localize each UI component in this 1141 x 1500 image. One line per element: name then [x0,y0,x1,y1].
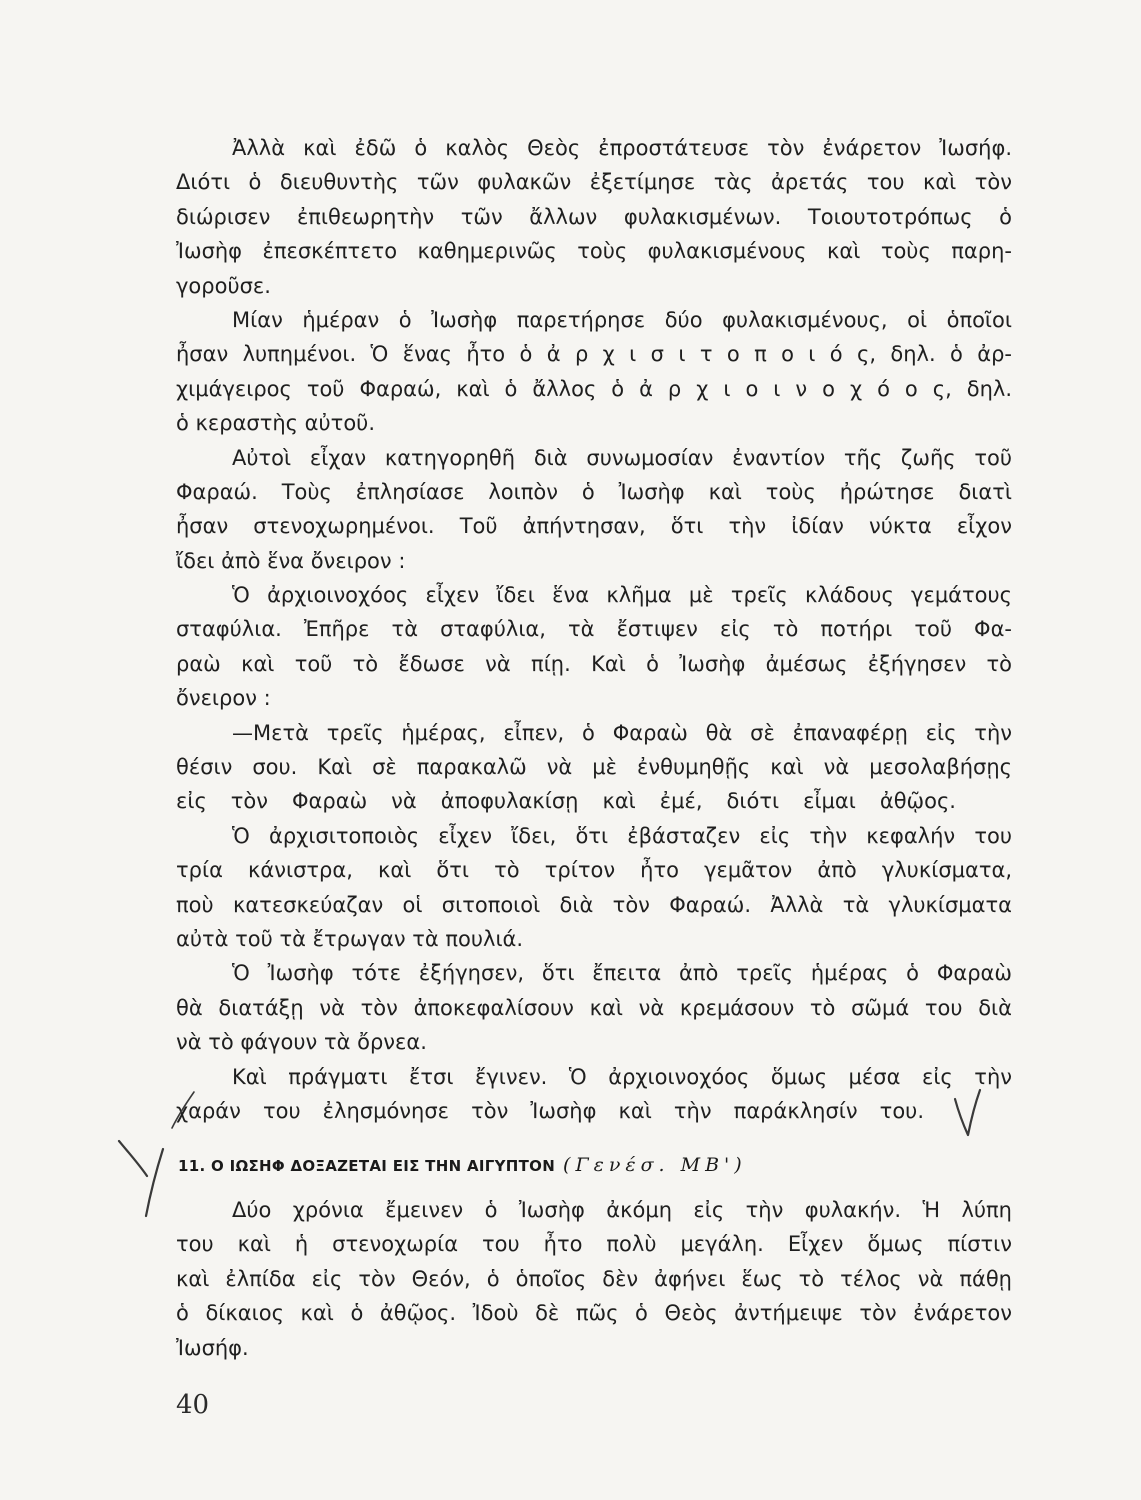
paragraph [176,819,1012,957]
text-line: Καὶ πράγματι ἔτσι ἔγινεν. Ὁ ἀρχιοινοχόος ὅμως μέσα εἰς τὴν [232,1064,1012,1089]
text-line: διώρισεν ἐπιθεωρητὴν τῶν ἄλλων φυλακισμένων. Τοιουτοτρόπως ὁ [176,204,1012,229]
text-line: του καὶ ἡ στενοχωρία του ἦτο πολὺ μεγάλη. Εἶχεν ὅμως πίστιν [176,1232,1012,1257]
page-number: 40 [176,1390,210,1420]
text-line: ποὺ κατεσκεύαζαν οἱ σιτοποιοὶ διὰ τὸν Φαραώ. Ἀλλὰ τὰ γλυκίσματα [176,892,1012,917]
heading-reference: (Γενέσ. ΜΒ') [563,1154,747,1176]
text-line: θέσιν σου. Καὶ σὲ παρακαλῶ νὰ μὲ ἐνθυμηθῇς καὶ νὰ μεσολαβήσῃς [176,755,1012,780]
paragraph [176,578,1012,716]
handwritten-check-mark [119,1141,163,1216]
heading-title: 11. Ο ΙΩΣΗΦ ΔΟΞΑΖΕΤΑΙ ΕΙΣ ΤΗΝ ΑΙΓΥΠΤΟΝ [178,1157,556,1175]
paragraph [176,441,1012,579]
section-heading [178,1148,747,1182]
text-line: ραὼ καὶ τοῦ τὸ ἔδωσε νὰ πίῃ. Καὶ ὁ Ἰωσὴφ ἀμέσως ἐξήγησεν τὸ [176,651,1012,676]
text-line: ὁ δίκαιος καὶ ὁ ἀθῷος. Ἰδοὺ δὲ πῶς ὁ Θεὸς ἀντήμειψε τὸν ἐνάρετον [176,1301,1012,1326]
text-line: χαράν του ἐλησμόνησε τὸν Ἰωσὴφ καὶ τὴν παράκλησίν του. [176,1098,924,1123]
text-line: αὐτὰ τοῦ τὰ ἔτρωγαν τὰ πουλιά. [176,926,524,951]
paragraph [176,716,1012,819]
text-line: Ὁ Ἰωσὴφ τότε ἐξήγησεν, ὅτι ἔπειτα ἀπὸ τρεῖς ἡμέρας ὁ Φαραὼ [232,961,1012,986]
text-line: ἴδει ἀπὸ ἕνα ὄνειρον : [176,548,406,573]
text-line: Διότι ὁ διευθυντὴς τῶν φυλακῶν ἐξετίμησε τὰς ἀρετάς του καὶ τὸν [176,170,1012,195]
main-text-section [176,131,1012,1128]
text-line: ὁ κεραστὴς αὐτοῦ. [176,411,375,436]
paragraph [176,1060,1012,1129]
text-line: Ὁ ἀρχισιτοποιὸς εἶχεν ἴδει, ὅτι ἐβάσταζεν εἰς τὴν κεφαλήν του [232,823,1012,848]
text-line: σταφύλια. Ἐπῆρε τὰ σταφύλια, τὰ ἔστιψεν εἰς τὸ ποτήρι τοῦ Φα- [176,617,1012,642]
text-line: Ἀλλὰ καὶ ἐδῶ ὁ καλὸς Θεὸς ἐπροστάτευσε τὸν ἐνάρετον Ἰωσήφ. [232,136,1012,160]
text-line: Ὁ ἀρχιοινοχόος εἶχεν ἴδει ἕνα κλῆμα μὲ τρεῖς κλάδους γεμάτους [232,583,1012,608]
text-line: ἦσαν λυπημένοι. Ὁ ἕνας ἦτο ὁ ἀ ρ χ ι σ ι τ ο π ο ι ό ς, δηλ. ὁ ἀρ- [176,342,1012,367]
paragraph [176,303,1012,441]
text-line: γοροῦσε. [176,273,271,298]
text-line: Μίαν ἡμέραν ὁ Ἰωσὴφ παρετήρησε δύο φυλακισμένους, οἱ ὁποῖοι [232,307,1012,332]
text-line: Ἰωσήφ. [176,1335,249,1360]
text-line: Φαραώ. Τοὺς ἐπλησίασε λοιπὸν ὁ Ἰωσὴφ καὶ τοὺς ἠρώτησε διατὶ [176,479,1012,504]
text-line: ἦσαν στενοχωρημένοι. Τοῦ ἀπήντησαν, ὅτι τὴν ἰδίαν νύκτα εἶχον [176,514,1012,539]
paragraph [176,1193,1012,1365]
text-line: Ἰωσὴφ ἐπεσκέπτετο καθημερινῶς τοὺς φυλακισμένους καὶ τοὺς παρη- [176,239,1012,264]
text-line: θὰ διατάξῃ νὰ τὸν ἀποκεφαλίσουν καὶ νὰ κρεμάσουν τὸ σῶμά του διὰ [176,995,1012,1020]
second-text-section [176,1193,1012,1365]
text-line: καὶ ἐλπίδα εἰς τὸν Θεόν, ὁ ὁποῖος δὲν ἀφήνει ἕως τὸ τέλος νὰ πάθῃ [176,1266,1012,1291]
text-line: τρία κάνιστρα, καὶ ὅτι τὸ τρίτον ἦτο γεμᾶτον ἀπὸ γλυκίσματα, [176,858,1012,883]
paragraph [176,131,1012,303]
text-line: νὰ τὸ φάγουν τὰ ὄρνεα. [176,1030,427,1055]
text-line: Αὐτοὶ εἶχαν κατηγορηθῆ διὰ συνωμοσίαν ἐναντίον τῆς ζωῆς τοῦ [232,445,1012,470]
text-line: —Μετὰ τρεῖς ἡμέρας, εἶπεν, ὁ Φαραὼ θὰ σὲ ἐπαναφέρῃ εἰς τὴν [232,720,1012,745]
text-line: χιμάγειρος τοῦ Φαραώ, καὶ ὁ ἄλλος ὁ ἀ ρ χ ι ο ι ν ο χ ό ο ς, δηλ. [176,376,1012,401]
paragraph [176,956,1012,1059]
text-line: εἰς τὸν Φαραὼ νὰ ἀποφυλακίσῃ καὶ ἐμέ, διότι εἶμαι ἀθῷος. [176,789,956,814]
text-line: ὄνειρον : [176,686,271,711]
text-line: Δύο χρόνια ἔμεινεν ὁ Ἰωσὴφ ἀκόμη εἰς τὴν φυλακήν. Ἡ λύπη [232,1198,1012,1222]
